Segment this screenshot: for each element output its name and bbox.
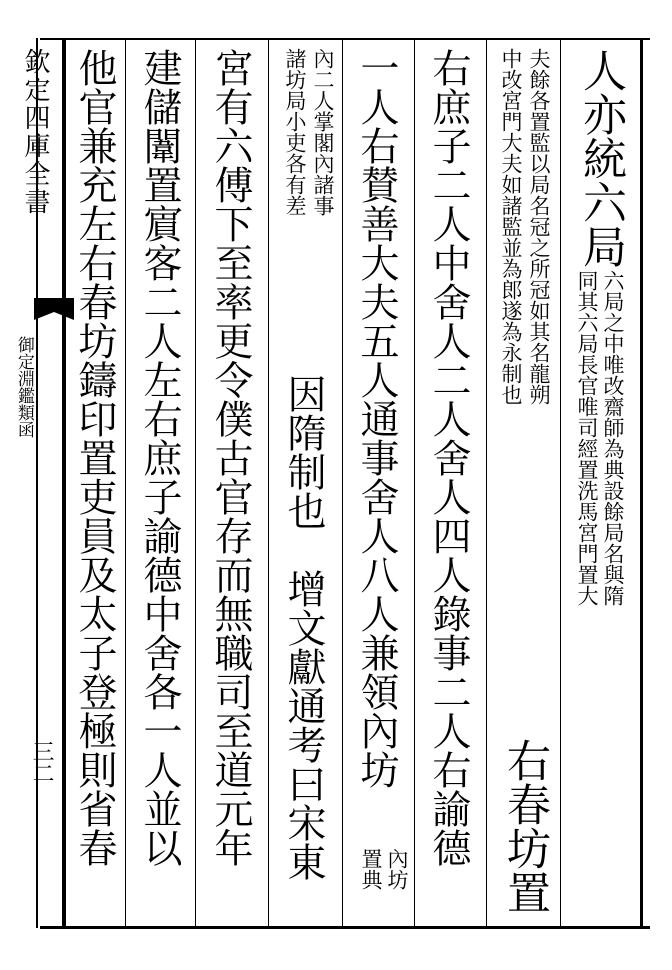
margin-page-number: 三二 [29, 740, 54, 784]
column-divider [414, 40, 415, 926]
note-text: 夫餘各置監以局名冠之所冠如其名龍朔 [527, 48, 552, 405]
main-text: 因隋制也 增文獻通考曰宋東 [281, 374, 326, 881]
note-text: 六局之中唯改齋師為典設餘局名與隋 [601, 270, 626, 606]
main-text: 人亦統六局 [575, 48, 626, 268]
text-column-6 [197, 48, 268, 918]
column-divider [195, 40, 196, 926]
text-column-3 [416, 48, 486, 918]
main-text: 一人右賛善大夫五人通事舍人八人兼領內坊 [354, 48, 399, 789]
text-column-7 [127, 48, 195, 918]
margin-collection-title: 欽定四庫全書 [20, 48, 50, 216]
note-text: 中改宮門大夫如諸監並為郎遂為永制也 [499, 48, 524, 405]
text-column-2 [488, 48, 560, 918]
margin-book-title: 御定淵鑑類函 [13, 336, 34, 438]
note-text: 置典 [359, 848, 384, 890]
text-column-4 [344, 48, 414, 918]
text-column-5 [270, 48, 342, 918]
main-text: 右春坊置 [499, 738, 550, 914]
main-text: 右庶子二人中舍人二人舍人四人錄事二人右諭德 [426, 48, 471, 867]
note-text: 內坊 [385, 848, 410, 890]
note-text: 內二人掌閣內諸事 [311, 48, 336, 216]
text-column-1 [562, 48, 640, 918]
text-column-8 [66, 48, 125, 918]
main-text: 宮有六傅下至率更令僕古官存而無職司至道元年 [208, 48, 253, 867]
top-border [40, 38, 650, 40]
note-text: 諸坊局小吏各有差 [283, 48, 308, 216]
column-divider [486, 40, 487, 926]
main-text: 他官兼充左右春坊鑄印置吏員及太子登極則省春 [72, 48, 117, 867]
column-divider [560, 40, 561, 926]
column-divider [342, 40, 343, 926]
column-divider [268, 40, 269, 926]
main-text: 建儲闈置賔客二人左右庶子諭德中舍各一人並以 [137, 48, 182, 867]
bottom-border [40, 926, 650, 929]
column-divider [125, 40, 126, 926]
right-border [640, 38, 643, 928]
note-text: 同其六局長官唯司經置洗馬宮門置大 [575, 270, 600, 606]
